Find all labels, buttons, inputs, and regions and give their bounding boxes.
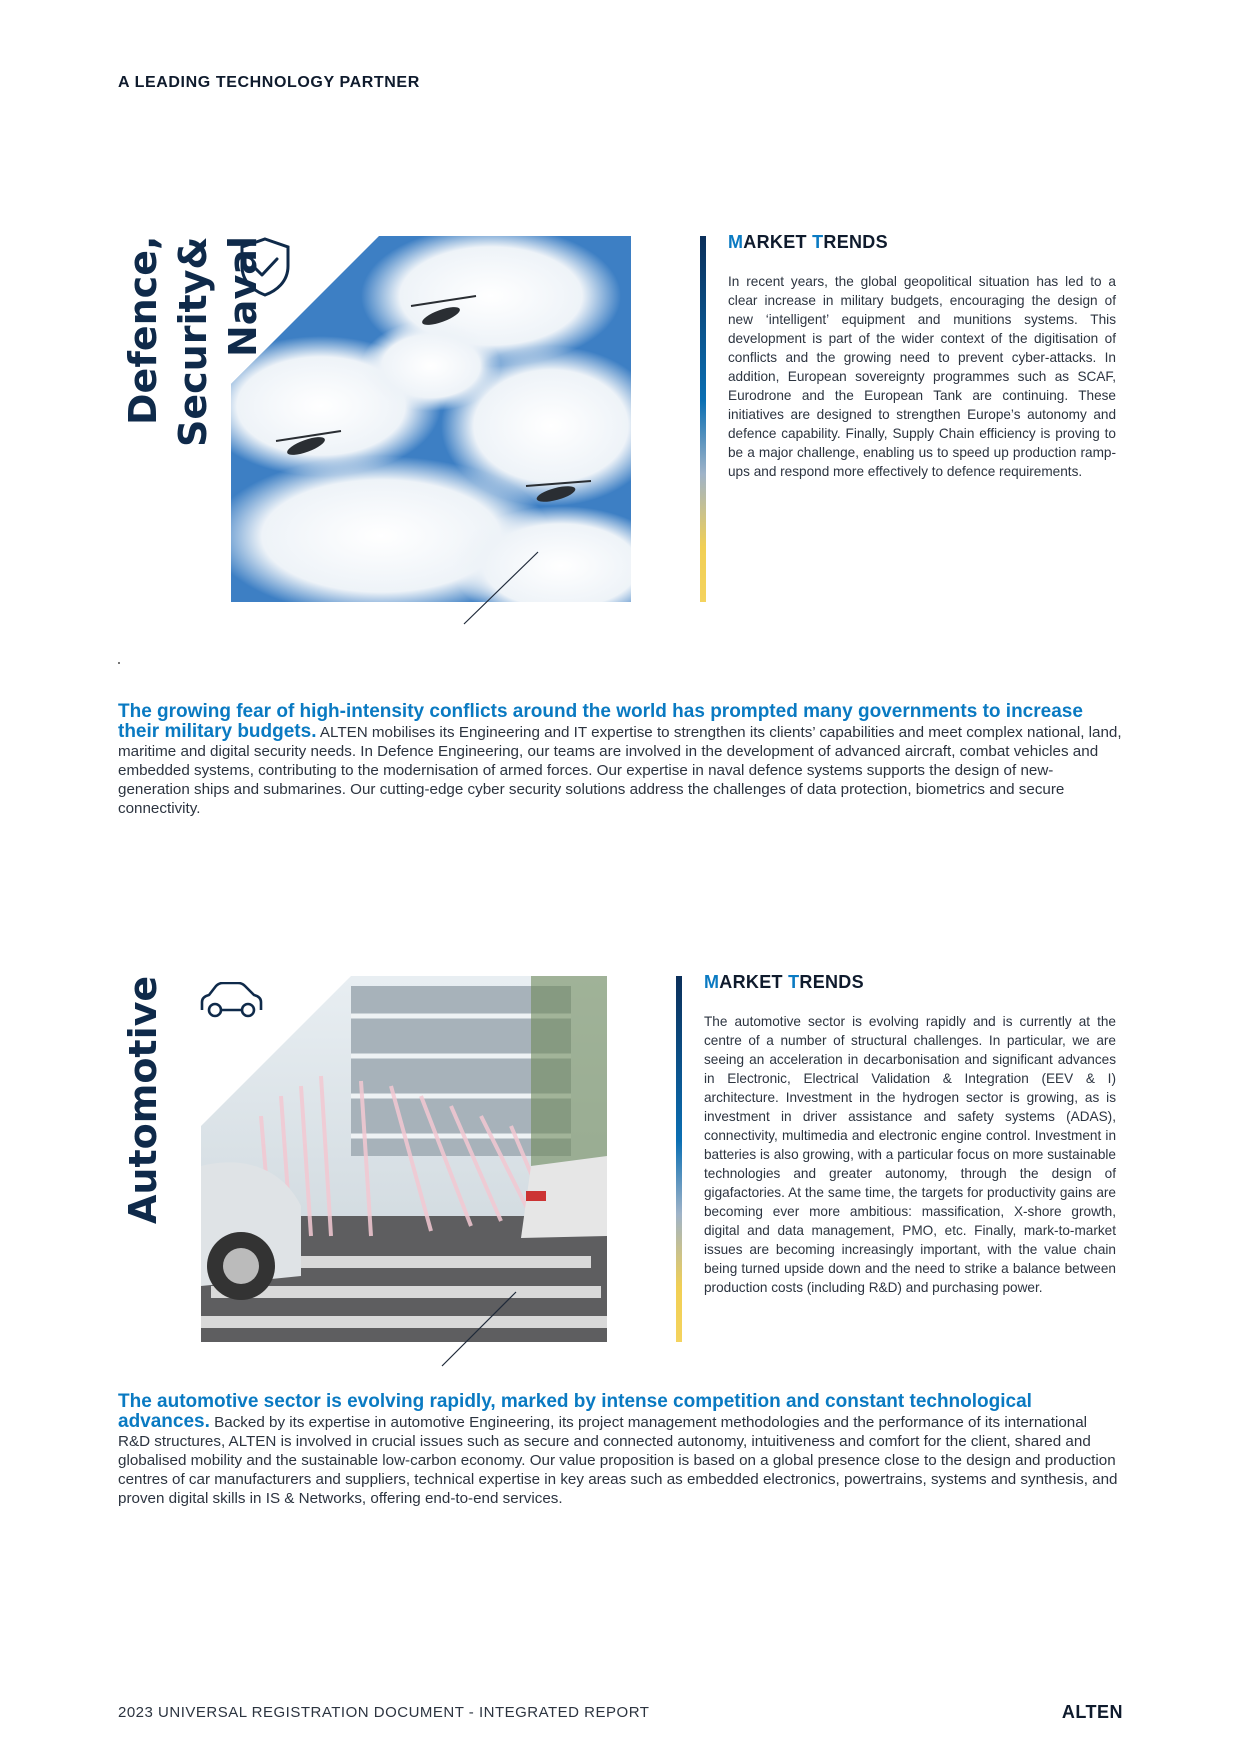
footer-brand: ALTEN	[1061, 1702, 1123, 1722]
market-trends-text: In recent years, the global geopolitical situation has led to a clear increase in military budgets, encouraging the design of new ‘intelligent’ equipment and munitions systems. This development is part of the wider context of the digitisation of conflicts and the growing need to prevent cyber-attacks. In addition, European sovereignty programmes such as SCAF, Eurodrone and the European Tank are continuing. These initiatives are designed to strengthen Europe’s autonomy and defence capability. Finally, Supply Chain efficiency is proving to be a major challenge, enabling us to speed up production ramp-ups and respond more effectively to defence requirements.	[728, 274, 1116, 479]
section-title-defence: Defence, Security& Naval	[121, 236, 265, 447]
section-title-automotive: Automotive	[121, 976, 165, 1225]
market-trends-bar	[676, 976, 682, 1342]
automotive-photo	[201, 976, 607, 1342]
divider-dot	[118, 662, 120, 664]
market-trends-bar	[700, 236, 706, 602]
section-lead-paragraph: The growing fear of high-intensity conflicts around the world has prompted many governments to increase their military budgets. ALTEN mobilises its Engineering and IT expertise to strengthen its clients’ capabilities and meet complex national, land, maritime and digital security needs. In Defence Engineering, our teams are involved in the development of advanced aircraft, combat vehicles and embedded systems, contributing to the modernisation of armed forces. Our expertise in naval defence systems supports the design of new-generation ships and submarines. Our cutting-edge cyber security solutions address the challenges of data protection, biometrics and secure connectivity.	[118, 701, 1122, 817]
page-header-label: A LEADING TECHNOLOGY PARTNER	[118, 74, 420, 91]
market-trends-title: MARKET TRENDS	[728, 232, 888, 252]
footer-document-title: 2023 UNIVERSAL REGISTRATION DOCUMENT - INTEGRATED REPORT	[118, 1704, 650, 1721]
callout-line	[460, 550, 540, 630]
market-trends-title: MARKET TRENDS	[704, 972, 864, 992]
defence-photo	[231, 236, 631, 602]
market-trends-text: The automotive sector is evolving rapidly and is currently at the centre of a number of structural challenges. In particular, we are seeing an acceleration in decarbonisation and significant advances in Electronic, Electrical Validation & Integration (EEV & I) architecture. Investment in the hydrogen sector is growing, as is investment in driver assistance and safety systems (ADAS), connectivity, multimedia and electronic engine control. Investment in batteries is also growing, with a particular focus on more sustainable technologies and greater autonomy, through the design of gigafactories. At the same time, the targets for productivity gains are becoming ever more ambitious: massification, X-shore growth, digital and data management, PMO, etc. Finally, mark-to-market issues are becoming increasingly important, with the value chain being turned upside down and the need to strike a balance between production costs (including R&D) and purchasing power.	[704, 1014, 1116, 1295]
callout-line	[440, 1290, 520, 1370]
section-lead-paragraph: The automotive sector is evolving rapidly, marked by intense competition and constant technological advances. Backed by its expertise in automotive Engineering, its project management methodologies and the performance of its international R&D structures, ALTEN is involved in crucial issues such as secure and connected autonomy, intuitiveness and comfort for the client, shared and globalised mobility and the sustainable low-carbon economy. Our value proposition is based on a global presence close to the design and production centres of car manufacturers and suppliers, technical expertise in key areas such as embedded electronics, powertrains, systems and synthesis, and proven digital skills in IS & Networks, offering end-to-end services.	[118, 1391, 1118, 1507]
